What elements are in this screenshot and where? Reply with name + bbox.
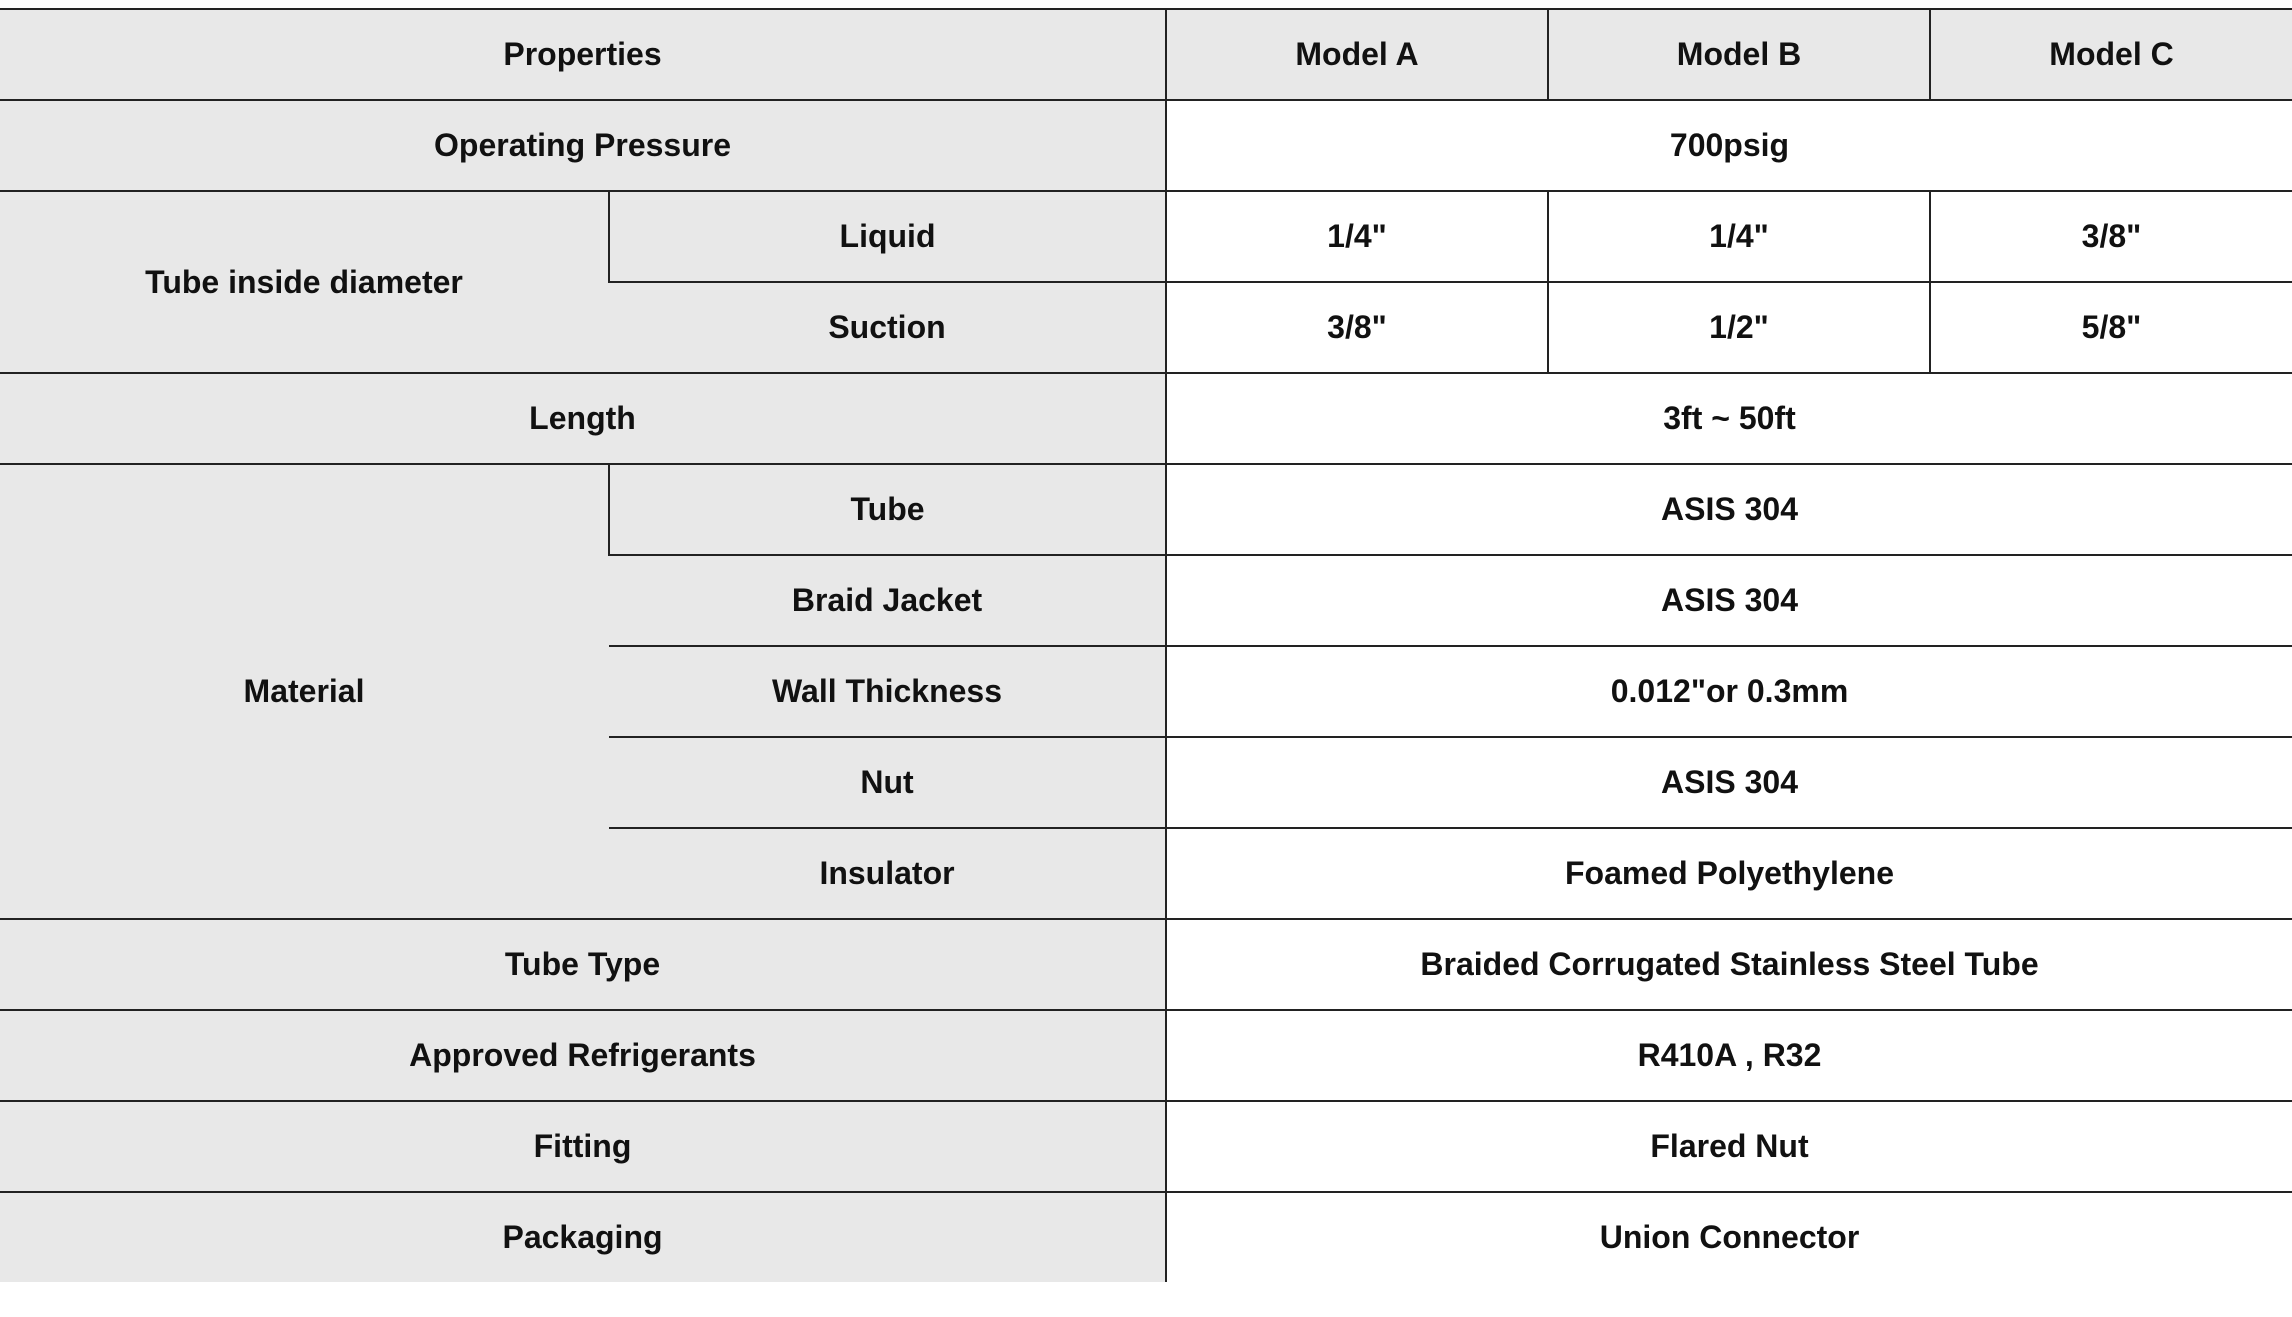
liquid-model-b: 1/4"	[1548, 191, 1930, 282]
table-row-approved-refrigerants	[0, 1010, 2292, 1101]
table-row-operating-pressure	[0, 100, 2292, 191]
operating-pressure-label: Operating Pressure	[0, 100, 1166, 191]
table-row-packaging	[0, 1192, 2292, 1282]
length-value: 3ft ~ 50ft	[1166, 373, 2292, 464]
liquid-model-c: 3/8"	[1930, 191, 2292, 282]
nut-value: ASIS 304	[1166, 737, 2292, 828]
packaging-label: Packaging	[0, 1192, 1166, 1282]
table-row-fitting	[0, 1101, 2292, 1192]
material-label: Material	[0, 464, 609, 919]
approved-refrigerants-label: Approved Refrigerants	[0, 1010, 1166, 1101]
header-properties: Properties	[0, 9, 1166, 100]
header-model-c: Model C	[1930, 9, 2292, 100]
suction-model-c: 5/8"	[1930, 282, 2292, 373]
braid-jacket-value: ASIS 304	[1166, 555, 2292, 646]
insulator-value: Foamed Polyethylene	[1166, 828, 2292, 919]
table-row-length	[0, 373, 2292, 464]
suction-label: Suction	[609, 282, 1166, 373]
operating-pressure-value: 700psig	[1166, 100, 2292, 191]
length-label: Length	[0, 373, 1166, 464]
packaging-value: Union Connector	[1166, 1192, 2292, 1282]
header-model-a: Model A	[1166, 9, 1548, 100]
fitting-label: Fitting	[0, 1101, 1166, 1192]
suction-model-b: 1/2"	[1548, 282, 1930, 373]
table-row-material-tube	[0, 464, 2292, 555]
wall-thickness-value: 0.012"or 0.3mm	[1166, 646, 2292, 737]
wall-thickness-label: Wall Thickness	[609, 646, 1166, 737]
tube-type-label: Tube Type	[0, 919, 1166, 1010]
insulator-label: Insulator	[609, 828, 1166, 919]
fitting-value: Flared Nut	[1166, 1101, 2292, 1192]
liquid-model-a: 1/4"	[1166, 191, 1548, 282]
tube-type-value: Braided Corrugated Stainless Steel Tube	[1166, 919, 2292, 1010]
suction-model-a: 3/8"	[1166, 282, 1548, 373]
material-tube-value: ASIS 304	[1166, 464, 2292, 555]
table-row-liquid	[0, 191, 2292, 282]
header-model-b: Model B	[1548, 9, 1930, 100]
spec-table	[0, 8, 2292, 1282]
nut-label: Nut	[609, 737, 1166, 828]
braid-jacket-label: Braid Jacket	[609, 555, 1166, 646]
material-tube-label: Tube	[609, 464, 1166, 555]
table-row-tube-type	[0, 919, 2292, 1010]
approved-refrigerants-value: R410A , R32	[1166, 1010, 2292, 1101]
header-row	[0, 9, 2292, 100]
tube-inside-diameter-label: Tube inside diameter	[0, 191, 609, 373]
liquid-label: Liquid	[609, 191, 1166, 282]
